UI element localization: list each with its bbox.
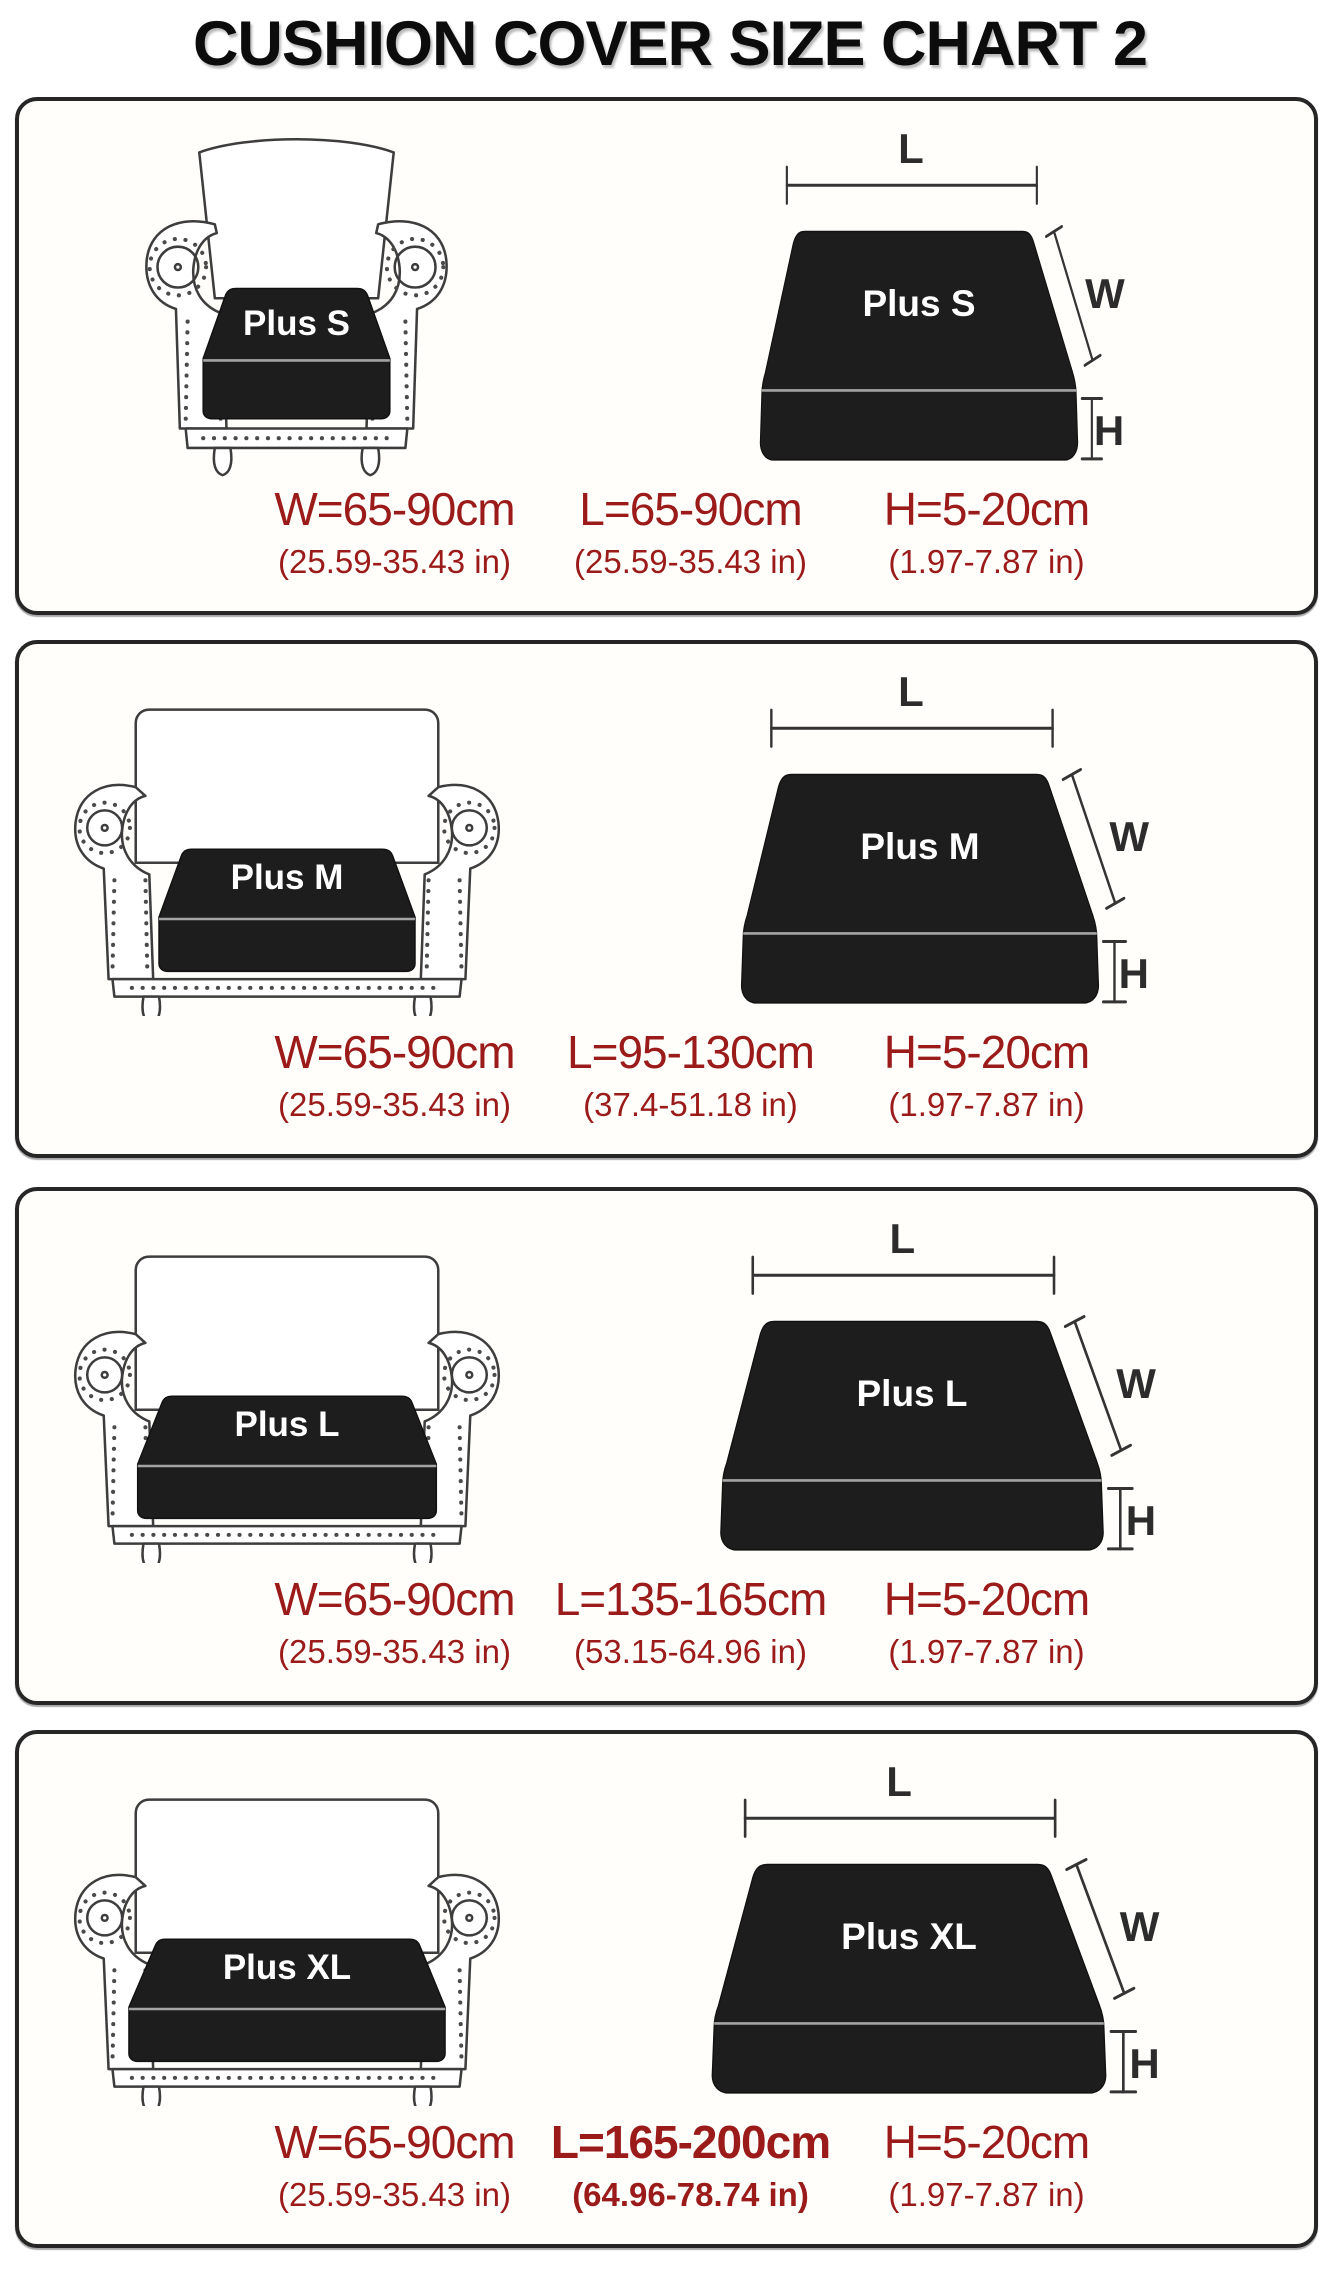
height-cm-value: H=5-20cm (883, 483, 1090, 535)
length-measurement (543, 1572, 839, 1671)
size-panel-plus-s (15, 97, 1318, 615)
cushion-3d-shape (742, 775, 1099, 1003)
height-dimension-label: H (1118, 949, 1149, 997)
sofa-illustration (47, 696, 527, 1016)
measurements-row (67, 2115, 1314, 2214)
height-in-value: (1.97-7.87 in) (888, 1086, 1085, 1123)
sofa-illustration (47, 1786, 527, 2106)
length-in-value: (37.4-51.18 in) (583, 1086, 798, 1123)
cushion-dimension-diagram (671, 1215, 1157, 1567)
armchair-illustration (99, 131, 494, 481)
cushion-3d-shape (712, 1865, 1105, 2093)
height-in-value: (1.97-7.87 in) (888, 2176, 1085, 2213)
cushion-size-label: Plus L (234, 1405, 340, 1445)
cushion-size-label: Plus L (856, 1373, 968, 1415)
measurements-row (67, 1572, 1314, 1671)
cushion-dimension-diagram (695, 668, 1150, 1020)
length-dimension-label: L (886, 1758, 912, 1805)
width-in-value: (25.59-35.43 in) (278, 2176, 511, 2213)
height-dimension-label: H (1125, 1496, 1157, 1544)
width-in-value: (25.59-35.43 in) (278, 543, 511, 580)
height-cm-value: H=5-20cm (883, 1573, 1090, 1625)
sofa-line-art (47, 1786, 527, 2106)
height-cm-value: H=5-20cm (883, 2116, 1090, 2168)
width-cm-value: W=65-90cm (274, 1573, 515, 1625)
cushion-3d-shape (760, 232, 1077, 460)
width-dimension-label: W (1109, 813, 1150, 861)
length-in-value: (53.15-64.96 in) (574, 1633, 807, 1670)
width-measurement (247, 2115, 543, 2214)
measurements-row (67, 482, 1314, 581)
cushion-3d-shape (721, 1322, 1103, 1550)
width-in-value: (25.59-35.43 in) (278, 1086, 511, 1123)
width-measurement (247, 482, 543, 581)
length-cm-value: L=165-200cm (550, 2116, 831, 2168)
cushion-size-label: Plus M (860, 826, 980, 868)
cushion-dimension-diagram (661, 1758, 1160, 2110)
length-dimension-label: L (889, 1215, 916, 1262)
height-measurement (839, 2115, 1135, 2214)
width-cm-value: W=65-90cm (274, 1026, 515, 1078)
sofa-line-art (47, 696, 527, 1016)
size-panel-plus-xl (15, 1730, 1318, 2248)
page-title: CUSHION COVER SIZE CHART 2 (192, 9, 1148, 79)
length-dimension-label: L (898, 668, 924, 715)
cushion-size-label: Plus S (243, 303, 350, 343)
cushion-size-label: Plus S (862, 283, 976, 325)
width-dimension-label: W (1116, 1360, 1156, 1408)
height-in-value: (1.97-7.87 in) (888, 543, 1085, 580)
size-panel-plus-m (15, 640, 1318, 1158)
height-measurement (839, 482, 1135, 581)
length-measurement (543, 1025, 839, 1124)
width-cm-value: W=65-90cm (274, 2116, 515, 2168)
cushion-dimension-diagram (719, 125, 1125, 477)
height-dimension-label: H (1129, 2039, 1160, 2087)
cushion-size-label: Plus XL (222, 1948, 352, 1988)
width-dimension-label: W (1085, 270, 1125, 318)
length-cm-value: L=95-130cm (567, 1026, 814, 1078)
sofa-illustration (47, 1243, 527, 1563)
height-in-value: (1.97-7.87 in) (888, 1633, 1085, 1670)
length-in-value: (64.96-78.74 in) (572, 2176, 809, 2213)
width-measurement (247, 1572, 543, 1671)
width-measurement (247, 1025, 543, 1124)
length-measurement (543, 482, 839, 581)
cushion-size-label: Plus XL (841, 1916, 977, 1958)
width-cm-value: W=65-90cm (274, 483, 515, 535)
length-measurement (543, 2115, 839, 2214)
length-cm-value: L=135-165cm (554, 1573, 827, 1625)
cushion-size-label: Plus M (230, 858, 344, 898)
height-measurement (839, 1572, 1135, 1671)
length-dimension-label: L (898, 125, 924, 172)
height-cm-value: H=5-20cm (883, 1026, 1090, 1078)
width-dimension-label: W (1119, 1903, 1160, 1951)
measurements-row (67, 1025, 1314, 1124)
length-in-value: (25.59-35.43 in) (574, 543, 807, 580)
sofa-line-art (47, 1243, 527, 1563)
height-dimension-label: H (1093, 406, 1125, 454)
width-in-value: (25.59-35.43 in) (278, 1633, 511, 1670)
size-panel-plus-l (15, 1187, 1318, 1705)
length-cm-value: L=65-90cm (579, 483, 802, 535)
height-measurement (839, 1025, 1135, 1124)
